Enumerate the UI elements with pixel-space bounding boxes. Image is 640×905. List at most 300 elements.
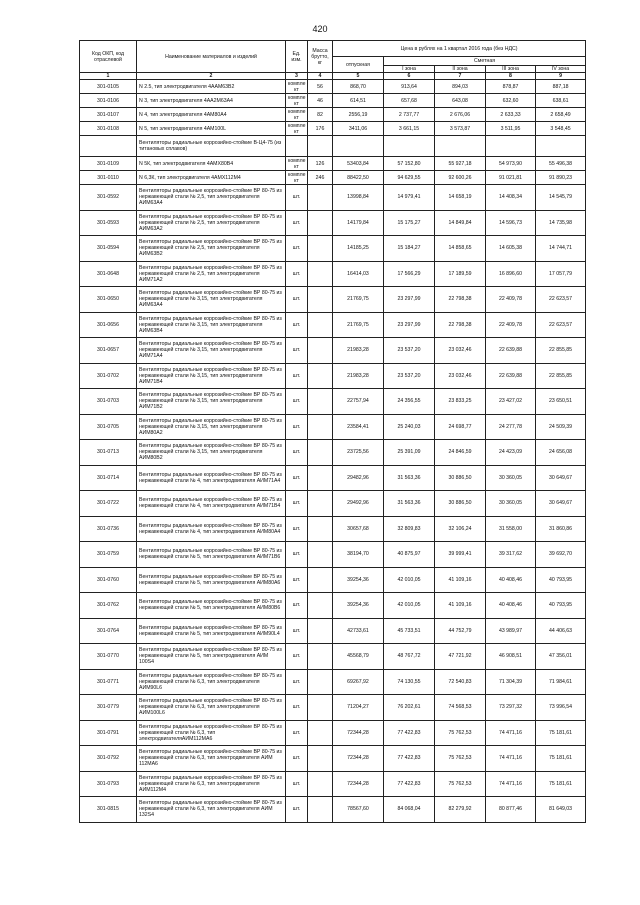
- row-price-release: 13998,84: [333, 185, 384, 211]
- row-name: Вентиляторы радиальные коррозийно-стойкие ВР 80-75 из нержавеющей стали № 3,15, тип электродвигателя АИМ80А2: [137, 414, 286, 440]
- header-zone-3: III зона: [486, 66, 536, 73]
- row-price-zone-4: 75 181,61: [536, 746, 586, 772]
- row-price-zone-1: 31 563,36: [384, 491, 435, 517]
- row-name: Вентиляторы радиальные коррозийно-стойкие ВР 80-75 из нержавеющей стали № 5, тип электродвигателя АИМ80А6: [137, 567, 286, 593]
- table-row: [80, 210, 586, 236]
- row-price-zone-3: 878,87: [486, 80, 536, 94]
- row-name: Вентиляторы радиальные коррозийно-стойкие ВР 80-75 из нержавеющей стали № 3,15, тип электродвигателя АИМ71В4: [137, 363, 286, 389]
- row-mass: [308, 185, 333, 211]
- row-price-release: 23725,56: [333, 440, 384, 466]
- row-price-release: 22757,94: [333, 389, 384, 415]
- empty-cell: [333, 136, 384, 157]
- row-name: N 5К, тип электродвигателя 4АМХ80В4: [137, 157, 286, 171]
- row-mass: [308, 261, 333, 287]
- row-price-release: 16414,03: [333, 261, 384, 287]
- row-price-zone-4: 75 181,61: [536, 720, 586, 746]
- row-price-zone-1: 23 537,20: [384, 338, 435, 364]
- column-index: 9: [536, 73, 586, 80]
- row-code: 301-0106: [80, 94, 137, 108]
- row-mass: [308, 593, 333, 619]
- row-price-release: 30657,68: [333, 516, 384, 542]
- row-price-release: 868,70: [333, 80, 384, 94]
- row-code: 301-0656: [80, 312, 137, 338]
- row-unit: шт.: [286, 644, 308, 670]
- row-code: 301-0815: [80, 797, 137, 823]
- row-price-zone-3: 22 639,88: [486, 363, 536, 389]
- row-price-zone-4: 22 623,57: [536, 312, 586, 338]
- row-price-zone-3: 74 471,16: [486, 720, 536, 746]
- row-price-zone-3: 43 989,97: [486, 618, 536, 644]
- column-index-row: [80, 73, 586, 80]
- column-index: 1: [80, 73, 137, 80]
- row-mass: [308, 312, 333, 338]
- row-name: Вентиляторы радиальные коррозийно-стойкие ВР 80-75 из нержавеющей стали № 3,15, тип электродвигателя АИМ71В2: [137, 389, 286, 415]
- row-name: Вентиляторы радиальные коррозийно-стойкие ВР 80-75 из нержавеющей стали № 4, тип электродвигателя АИМ71В4: [137, 491, 286, 517]
- row-price-zone-3: 24 277,78: [486, 414, 536, 440]
- row-unit: шт.: [286, 210, 308, 236]
- row-price-release: 39254,36: [333, 567, 384, 593]
- column-index: 4: [308, 73, 333, 80]
- table-row: [80, 261, 586, 287]
- row-name: Вентиляторы радиальные коррозийно-стойкие ВР 80-75 из нержавеющей стали № 5, тип электродвигателя АИМ71В6: [137, 542, 286, 568]
- empty-cell: [286, 136, 308, 157]
- row-price-zone-4: 31 860,86: [536, 516, 586, 542]
- row-price-release: 78567,60: [333, 797, 384, 823]
- row-mass: [308, 465, 333, 491]
- row-code: 301-0109: [80, 157, 137, 171]
- row-price-zone-2: 55 927,18: [435, 157, 486, 171]
- row-price-zone-1: 77 422,83: [384, 720, 435, 746]
- row-price-release: 3411,06: [333, 122, 384, 136]
- row-price-zone-3: 22 639,88: [486, 338, 536, 364]
- row-price-zone-4: 47 356,01: [536, 644, 586, 670]
- header-estimate: Сметная: [384, 57, 586, 66]
- row-unit: компле кт: [286, 94, 308, 108]
- row-code: 301-0107: [80, 108, 137, 122]
- row-price-zone-2: 39 999,41: [435, 542, 486, 568]
- row-code: 301-0108: [80, 122, 137, 136]
- row-price-zone-1: 48 767,72: [384, 644, 435, 670]
- table-body: [80, 80, 586, 823]
- row-code: 301-0771: [80, 669, 137, 695]
- row-mass: 46: [308, 94, 333, 108]
- row-price-zone-1: 23 537,20: [384, 363, 435, 389]
- row-price-zone-3: 14 596,73: [486, 210, 536, 236]
- price-table: [79, 40, 586, 823]
- row-mass: [308, 363, 333, 389]
- row-price-zone-3: 74 471,16: [486, 771, 536, 797]
- row-price-zone-1: 14 979,41: [384, 185, 435, 211]
- row-unit: шт.: [286, 389, 308, 415]
- row-price-zone-2: 23 833,25: [435, 389, 486, 415]
- row-price-release: 39254,36: [333, 593, 384, 619]
- row-unit: компле кт: [286, 108, 308, 122]
- row-name: Вентиляторы радиальные коррозийно-стойкие ВР 80-75 из нержавеющей стали № 6,3, тип электродвигателяАИМ112МА6: [137, 720, 286, 746]
- row-price-release: 23584,41: [333, 414, 384, 440]
- table-row: [80, 185, 586, 211]
- row-mass: 176: [308, 122, 333, 136]
- row-unit: компле кт: [286, 171, 308, 185]
- row-price-zone-2: 74 568,53: [435, 695, 486, 721]
- row-mass: [308, 516, 333, 542]
- page-number: 420: [312, 24, 328, 34]
- row-price-zone-4: 24 656,08: [536, 440, 586, 466]
- row-price-zone-4: 2 658,49: [536, 108, 586, 122]
- row-mass: [308, 695, 333, 721]
- row-unit: шт.: [286, 593, 308, 619]
- row-unit: шт.: [286, 669, 308, 695]
- row-code: 301-0762: [80, 593, 137, 619]
- row-code: 301-0714: [80, 465, 137, 491]
- row-mass: [308, 338, 333, 364]
- row-name: Вентиляторы радиальные коррозийно-стойкие ВР 80-75 из нержавеющей стали № 2,5, тип электродвигателя АИМ63В2: [137, 236, 286, 262]
- row-price-zone-2: 92 600,26: [435, 171, 486, 185]
- row-name: Вентиляторы радиальные коррозийно-стойкие ВР 80-75 из нержавеющей стали № 6,3, тип электродвигателя АИМ 112МА6: [137, 746, 286, 772]
- row-unit: шт.: [286, 746, 308, 772]
- row-unit: шт.: [286, 185, 308, 211]
- row-price-zone-4: 22 855,85: [536, 363, 586, 389]
- row-price-zone-2: 22 798,38: [435, 312, 486, 338]
- row-price-zone-4: 17 057,79: [536, 261, 586, 287]
- row-price-zone-4: 22 855,85: [536, 338, 586, 364]
- row-mass: [308, 746, 333, 772]
- row-mass: [308, 491, 333, 517]
- table-row: [80, 644, 586, 670]
- row-price-zone-4: 91 890,23: [536, 171, 586, 185]
- row-mass: [308, 720, 333, 746]
- row-price-zone-1: 17 566,29: [384, 261, 435, 287]
- section-title: Вентиляторы радиальные коррозийно-стойкие В-Ц4-75 (из титановых сплавов): [137, 136, 286, 157]
- row-price-release: 45568,79: [333, 644, 384, 670]
- row-price-zone-3: 23 427,02: [486, 389, 536, 415]
- row-unit: шт.: [286, 338, 308, 364]
- row-name: Вентиляторы радиальные коррозийно-стойкие ВР 80-75 из нержавеющей стали № 3,15, тип электродвигателя АИМ80В2: [137, 440, 286, 466]
- row-price-zone-3: 30 360,05: [486, 465, 536, 491]
- row-price-zone-2: 44 752,79: [435, 618, 486, 644]
- row-unit: шт.: [286, 312, 308, 338]
- table-row: [80, 797, 586, 823]
- table-row: [80, 720, 586, 746]
- row-price-release: 72344,28: [333, 720, 384, 746]
- row-price-zone-1: 913,64: [384, 80, 435, 94]
- row-name: Вентиляторы радиальные коррозийно-стойкие ВР 80-75 из нержавеющей стали № 4, тип электродвигателя АИМ71А4: [137, 465, 286, 491]
- row-unit: шт.: [286, 567, 308, 593]
- row-name: Вентиляторы радиальные коррозийно-стойкие ВР 80-75 из нержавеющей стали № 3,15, тип электродвигателя АИМ63В4: [137, 312, 286, 338]
- table-row: [80, 363, 586, 389]
- row-mass: [308, 440, 333, 466]
- row-name: Вентиляторы радиальные коррозийно-стойкие ВР 80-75 из нержавеющей стали № 6,3, тип электродвигателя АИМ100L6: [137, 695, 286, 721]
- row-price-zone-3: 3 511,95: [486, 122, 536, 136]
- row-price-release: 42733,61: [333, 618, 384, 644]
- table-row: [80, 465, 586, 491]
- row-code: 301-0764: [80, 618, 137, 644]
- header-release: отпускная: [333, 57, 384, 73]
- row-price-zone-3: 46 908,51: [486, 644, 536, 670]
- row-price-zone-3: 40 408,46: [486, 593, 536, 619]
- row-price-zone-2: 41 109,16: [435, 593, 486, 619]
- row-price-zone-2: 47 721,92: [435, 644, 486, 670]
- row-price-zone-2: 23 032,46: [435, 338, 486, 364]
- row-price-zone-2: 14 849,84: [435, 210, 486, 236]
- column-index: 3: [286, 73, 308, 80]
- row-price-release: 14185,25: [333, 236, 384, 262]
- table-row: [80, 157, 586, 171]
- row-price-release: 21983,28: [333, 338, 384, 364]
- row-price-zone-1: 2 737,77: [384, 108, 435, 122]
- row-unit: шт.: [286, 440, 308, 466]
- row-name: Вентиляторы радиальные коррозийно-стойкие ВР 80-75 из нержавеющей стали № 2,5, тип электродвигателя АИМ63А4: [137, 185, 286, 211]
- row-price-zone-4: 75 181,61: [536, 771, 586, 797]
- row-price-release: 14179,84: [333, 210, 384, 236]
- table-row: [80, 440, 586, 466]
- row-code: 301-0702: [80, 363, 137, 389]
- row-code: 301-0105: [80, 80, 137, 94]
- row-price-zone-1: 40 875,97: [384, 542, 435, 568]
- row-code: 301-0770: [80, 644, 137, 670]
- row-price-zone-1: 74 130,55: [384, 669, 435, 695]
- row-code: 301-0594: [80, 236, 137, 262]
- row-price-zone-1: 31 563,36: [384, 465, 435, 491]
- row-name: Вентиляторы радиальные коррозийно-стойкие ВР 80-75 из нержавеющей стали № 3,15, тип электродвигателя АИМ71А4: [137, 338, 286, 364]
- row-price-release: 21769,75: [333, 312, 384, 338]
- row-mass: [308, 567, 333, 593]
- row-name: N 4, тип электродвигателя 4АМ80А4: [137, 108, 286, 122]
- row-price-zone-1: 45 733,51: [384, 618, 435, 644]
- row-code: 301-0648: [80, 261, 137, 287]
- row-price-zone-2: 14 658,19: [435, 185, 486, 211]
- row-name: Вентиляторы радиальные коррозийно-стойкие ВР 80-75 из нержавеющей стали № 6,3, тип электродвигателя АИМ 132S4: [137, 797, 286, 823]
- row-price-zone-1: 32 809,83: [384, 516, 435, 542]
- header-unit: Ед. изм.: [286, 41, 308, 73]
- row-name: N 6,3К, тип электродвигателя 4АМХ112М4: [137, 171, 286, 185]
- row-price-zone-1: 94 629,55: [384, 171, 435, 185]
- row-price-zone-1: 23 297,99: [384, 312, 435, 338]
- row-price-zone-1: 24 356,55: [384, 389, 435, 415]
- row-price-zone-4: 30 649,67: [536, 465, 586, 491]
- row-price-zone-4: 3 548,45: [536, 122, 586, 136]
- row-price-zone-3: 14 605,38: [486, 236, 536, 262]
- empty-cell: [486, 136, 536, 157]
- row-name: Вентиляторы радиальные коррозийно-стойкие ВР 80-75 из нержавеющей стали № 6,3, тип электродвигателя АИМ112М4: [137, 771, 286, 797]
- row-mass: [308, 644, 333, 670]
- row-price-zone-3: 39 317,62: [486, 542, 536, 568]
- row-name: Вентиляторы радиальные коррозийно-стойкие ВР 80-75 из нержавеющей стали № 2,5, тип электродвигателя АИМ71А2: [137, 261, 286, 287]
- row-price-zone-3: 22 409,78: [486, 312, 536, 338]
- header-mass: Масса брутто, кг: [308, 41, 333, 73]
- row-name: Вентиляторы радиальные коррозийно-стойкие ВР 80-75 из нержавеющей стали № 5, тип электродвигателя АИМ80В6: [137, 593, 286, 619]
- row-name: Вентиляторы радиальные коррозийно-стойкие ВР 80-75 из нержавеющей стали № 5, тип электродвигателя АИМ 100S4: [137, 644, 286, 670]
- table-row: [80, 94, 586, 108]
- row-price-zone-3: 91 021,81: [486, 171, 536, 185]
- row-code: 301-0650: [80, 287, 137, 313]
- table-row: [80, 516, 586, 542]
- row-price-zone-2: 41 109,16: [435, 567, 486, 593]
- header-name: Наименование материалов и изделий: [137, 41, 286, 73]
- row-code: 301-0779: [80, 695, 137, 721]
- row-price-zone-1: 84 068,04: [384, 797, 435, 823]
- row-name: Вентиляторы радиальные коррозийно-стойкие ВР 80-75 из нержавеющей стали № 2,5, тип электродвигателя АИМ63А2: [137, 210, 286, 236]
- row-price-zone-3: 54 973,90: [486, 157, 536, 171]
- row-mass: [308, 389, 333, 415]
- row-price-zone-2: 30 886,50: [435, 465, 486, 491]
- row-price-zone-3: 31 558,00: [486, 516, 536, 542]
- row-price-zone-3: 24 423,09: [486, 440, 536, 466]
- row-price-zone-1: 15 184,27: [384, 236, 435, 262]
- row-price-zone-4: 73 996,54: [536, 695, 586, 721]
- row-code: 301-0792: [80, 746, 137, 772]
- row-unit: шт.: [286, 797, 308, 823]
- row-price-release: 29492,96: [333, 491, 384, 517]
- row-price-zone-4: 638,61: [536, 94, 586, 108]
- row-price-release: 88422,50: [333, 171, 384, 185]
- row-price-zone-1: 25 240,03: [384, 414, 435, 440]
- row-price-zone-3: 73 297,32: [486, 695, 536, 721]
- row-price-release: 53403,84: [333, 157, 384, 171]
- row-code: 301-0713: [80, 440, 137, 466]
- row-name: Вентиляторы радиальные коррозийно-стойкие ВР 80-75 из нержавеющей стали № 5, тип электродвигателя АИМ90L4: [137, 618, 286, 644]
- row-mass: 82: [308, 108, 333, 122]
- row-price-zone-1: 42 010,05: [384, 593, 435, 619]
- row-unit: шт.: [286, 236, 308, 262]
- row-name: Вентиляторы радиальные коррозийно-стойкие ВР 80-75 из нержавеющей стали № 6,3, тип электродвигателя АИМ90L6: [137, 669, 286, 695]
- row-price-zone-3: 80 877,46: [486, 797, 536, 823]
- table-row: [80, 236, 586, 262]
- table-row: [80, 80, 586, 94]
- table-row: [80, 414, 586, 440]
- row-price-zone-1: 25 391,09: [384, 440, 435, 466]
- row-mass: [308, 210, 333, 236]
- row-price-zone-2: 24 698,77: [435, 414, 486, 440]
- row-price-zone-2: 75 762,53: [435, 771, 486, 797]
- table-row: [80, 695, 586, 721]
- table-row: [80, 122, 586, 136]
- row-price-zone-2: 17 189,59: [435, 261, 486, 287]
- table-row: [80, 171, 586, 185]
- row-price-zone-4: 14 735,98: [536, 210, 586, 236]
- row-price-zone-3: 40 408,46: [486, 567, 536, 593]
- row-code: 301-0759: [80, 542, 137, 568]
- column-index: 6: [384, 73, 435, 80]
- row-price-zone-2: 14 858,65: [435, 236, 486, 262]
- row-price-zone-4: 24 509,39: [536, 414, 586, 440]
- table-row: [80, 287, 586, 313]
- row-code: 301-0657: [80, 338, 137, 364]
- row-code: 301-0705: [80, 414, 137, 440]
- row-price-zone-4: 23 650,51: [536, 389, 586, 415]
- row-unit: компле кт: [286, 80, 308, 94]
- row-price-zone-3: 632,60: [486, 94, 536, 108]
- row-price-release: 69267,92: [333, 669, 384, 695]
- table-row: [80, 771, 586, 797]
- table-row: [80, 746, 586, 772]
- row-price-zone-2: 75 762,53: [435, 720, 486, 746]
- row-mass: [308, 669, 333, 695]
- row-unit: шт.: [286, 542, 308, 568]
- row-unit: шт.: [286, 695, 308, 721]
- table-row: [80, 593, 586, 619]
- row-price-zone-4: 40 793,95: [536, 593, 586, 619]
- row-price-release: 21769,75: [333, 287, 384, 313]
- row-price-zone-1: 657,68: [384, 94, 435, 108]
- row-price-zone-1: 23 297,99: [384, 287, 435, 313]
- row-price-zone-2: 30 886,50: [435, 491, 486, 517]
- header-zone-4: IV зона: [536, 66, 586, 73]
- row-price-zone-4: 55 496,38: [536, 157, 586, 171]
- row-mass: [308, 797, 333, 823]
- header-zone-1: I зона: [384, 66, 435, 73]
- row-code: 301-0703: [80, 389, 137, 415]
- row-name: N 2.5, тип электродвигателя 4ААМ63В2: [137, 80, 286, 94]
- table-row: [80, 491, 586, 517]
- table-row: [80, 338, 586, 364]
- row-price-zone-3: 16 896,60: [486, 261, 536, 287]
- row-price-zone-3: 14 408,34: [486, 185, 536, 211]
- row-code: 301-0592: [80, 185, 137, 211]
- empty-cell: [384, 136, 435, 157]
- empty-cell: [536, 136, 586, 157]
- table-row: [80, 108, 586, 122]
- row-unit: компле кт: [286, 157, 308, 171]
- row-unit: шт.: [286, 491, 308, 517]
- row-price-zone-4: 40 793,95: [536, 567, 586, 593]
- row-price-zone-2: 3 573,87: [435, 122, 486, 136]
- row-price-release: 614,51: [333, 94, 384, 108]
- row-price-release: 29482,96: [333, 465, 384, 491]
- column-index: 5: [333, 73, 384, 80]
- row-unit: шт.: [286, 414, 308, 440]
- row-code: 301-0736: [80, 516, 137, 542]
- row-price-zone-2: 32 106,24: [435, 516, 486, 542]
- row-price-zone-3: 30 360,05: [486, 491, 536, 517]
- row-price-zone-1: 76 202,61: [384, 695, 435, 721]
- row-name: N 5, тип электродвигателя 4АМ100L: [137, 122, 286, 136]
- row-price-zone-4: 39 692,70: [536, 542, 586, 568]
- row-price-zone-4: 44 406,63: [536, 618, 586, 644]
- row-mass: [308, 542, 333, 568]
- row-unit: шт.: [286, 363, 308, 389]
- row-unit: шт.: [286, 720, 308, 746]
- row-price-zone-1: 15 175,27: [384, 210, 435, 236]
- row-price-zone-3: 22 409,78: [486, 287, 536, 313]
- section-row: [80, 136, 586, 157]
- row-mass: [308, 236, 333, 262]
- row-price-zone-4: 14 744,71: [536, 236, 586, 262]
- row-price-zone-2: 24 846,59: [435, 440, 486, 466]
- row-price-zone-4: 887,18: [536, 80, 586, 94]
- row-unit: шт.: [286, 771, 308, 797]
- header-zone-2: II зона: [435, 66, 486, 73]
- row-code: 301-0722: [80, 491, 137, 517]
- empty-cell: [308, 136, 333, 157]
- row-unit: шт.: [286, 465, 308, 491]
- row-price-zone-4: 81 649,03: [536, 797, 586, 823]
- header-price-title: Цена в рублях на 1 квартал 2016 года (без НДС): [333, 41, 586, 57]
- row-name: Вентиляторы радиальные коррозийно-стойкие ВР 80-75 из нержавеющей стали № 3,15, тип электродвигателя АИМ63А4: [137, 287, 286, 313]
- table-row: [80, 389, 586, 415]
- row-price-zone-3: 71 304,39: [486, 669, 536, 695]
- row-price-zone-1: 57 152,80: [384, 157, 435, 171]
- row-code: 301-0110: [80, 171, 137, 185]
- row-price-zone-2: 643,08: [435, 94, 486, 108]
- row-mass: 56: [308, 80, 333, 94]
- table-row: [80, 618, 586, 644]
- table-row: [80, 312, 586, 338]
- row-code: 301-0760: [80, 567, 137, 593]
- row-price-zone-1: 42 010,05: [384, 567, 435, 593]
- row-unit: шт.: [286, 287, 308, 313]
- header-code: Код ОКП, код отраслевой: [80, 41, 137, 73]
- row-price-release: 21983,28: [333, 363, 384, 389]
